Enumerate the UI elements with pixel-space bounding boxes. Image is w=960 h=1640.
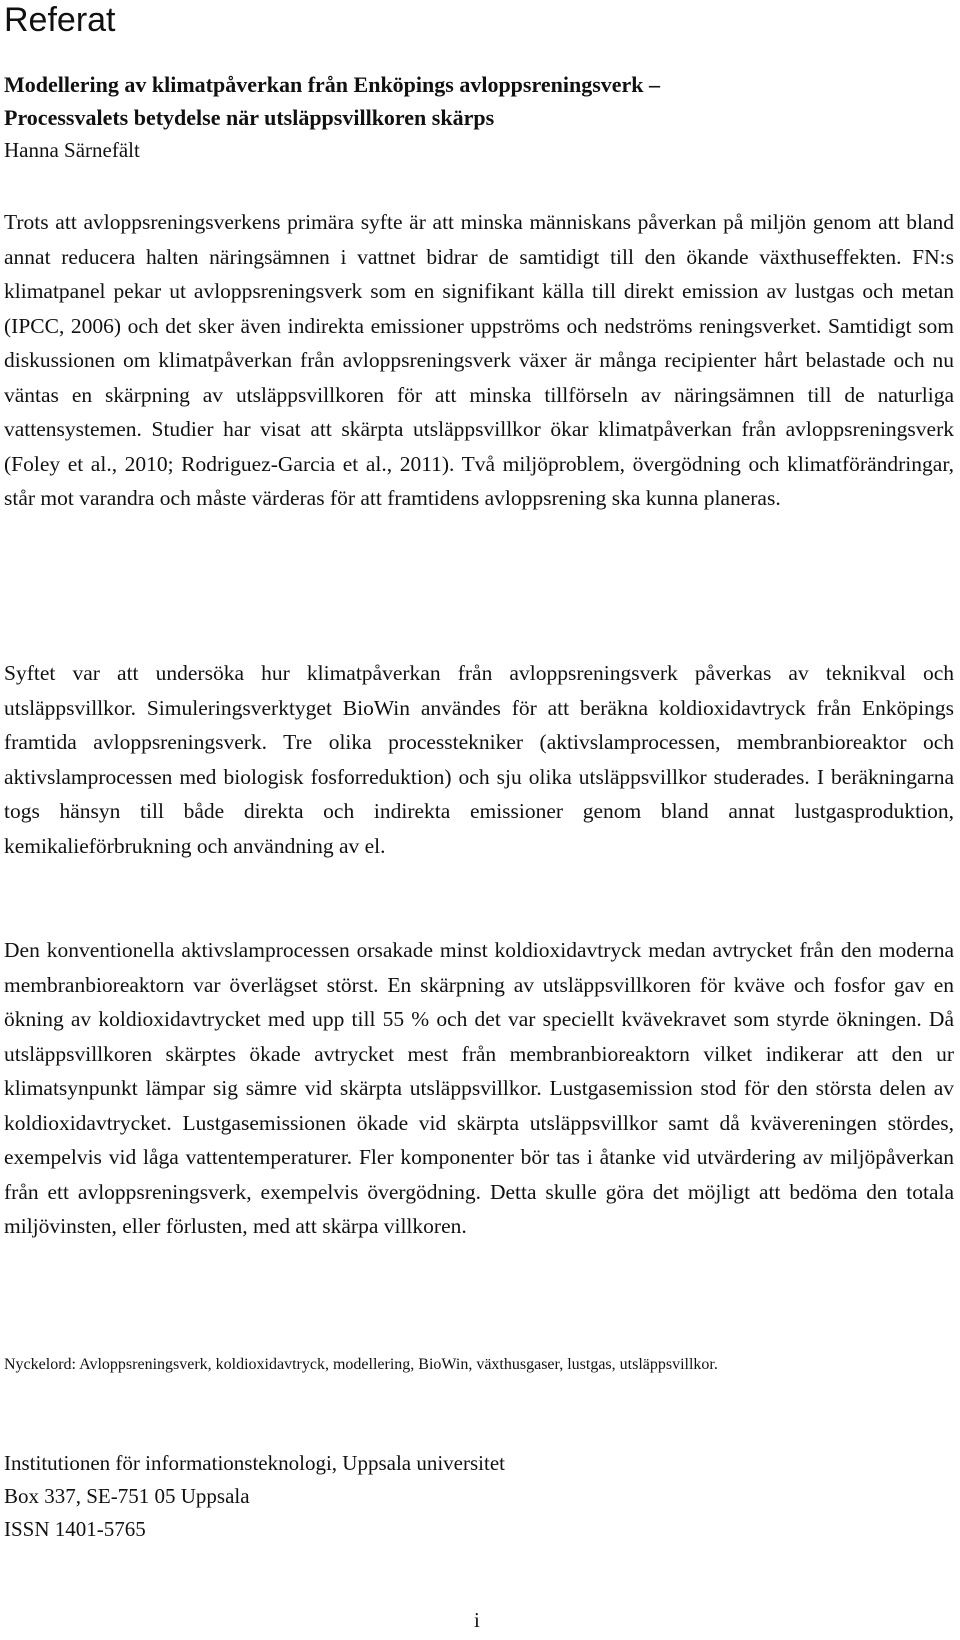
paragraph-results: Den konventionella aktivslamprocessen orsakade minst koldioxidavtryck medan avtrycket från den moderna membranbioreaktorn var överlägset störst. En skärpning av utsläppsvillkoren för kväve och fosfor gav en ökning av koldioxidavtrycket med upp till 55 % och det var speciellt kvävekravet som styrde ökningen. Då utsläppsvillkoren skärptes ökade avtrycket mest från membranbioreaktorn vilket indikerar att den ur klimatsynpunkt lämpar sig sämre vid skärpta utsläppsvillkor. Lustgasemission stod för den största delen av koldioxidavtrycket. Lustgasemissionen ökade vid skärpta utsläppsvillkor samt då kvävereningen stördes, exempelvis vid låga vattentemperaturer. Fler komponenter bör tas i åtanke vid utvärdering av miljöpåverkan från ett avloppsreningsverk, exempelvis övergödning. Detta skulle göra det möjligt att bedöma den totala miljövinsten, eller förlusten, med att skärpa villkoren. [4, 938, 954, 1238]
author-name: Hanna Särnefält [4, 138, 140, 162]
institution-block [4, 1447, 954, 1546]
title-line-2: Processvalets betydelse när utsläppsvillkoren skärps [4, 105, 495, 130]
institution-address: Box 337, SE-751 05 Uppsala [4, 1484, 250, 1508]
page-number: i [474, 1608, 480, 1632]
paragraph-aim: Syftet var att undersöka hur klimatpåverkan från avloppsreningsverk påverkas av teknikval och utsläppsvillkor. Simuleringsverktyget BioWin användes för att beräkna koldioxidavtryck från Enköpings framtida avloppsreningsverk. Tre olika processtekniker (aktivslamprocessen, membranbioreaktor och aktivslamprocessen med biologisk fosforreduktion) och sju olika utsläppsvillkor studerades. I beräkningarna togs hänsyn till både direkta och indirekta emissioner genom bland annat lustgasproduktion, kemikalieförbrukning och användning av el. [4, 661, 954, 858]
title-line-1: Modellering av klimatpåverkan från Enköpings avloppsreningsverk – [4, 72, 661, 97]
institution-name: Institutionen för informationsteknologi, Uppsala universitet [4, 1451, 505, 1475]
section-heading: Referat [4, 1, 116, 39]
issn: ISSN 1401-5765 [4, 1517, 146, 1541]
title-block [4, 68, 954, 167]
keywords: Nyckelord: Avloppsreningsverk, koldioxidavtryck, modellering, BioWin, växthusgaser, lustgas, utsläppsvillkor. [4, 1356, 718, 1373]
paragraph-background: Trots att avloppsreningsverkens primära syfte är att minska människans påverkan på miljön genom att bland annat reducera halten näringsämnen i vattnet bidrar de samtidigt till den ökande växthuseffekten. FN:s klimatpanel pekar ut avloppsreningsverk som en signifikant källa till direkt emission av lustgas och metan (IPCC, 2006) och det sker även indirekta emissioner uppströms och nedströms reningsverket. Samtidigt som diskussionen om klimatpåverkan från avloppsreningsverk växer är många recipienter hårt belastade och nu väntas en skärpning av utsläppsvillkoren för att minska tillförseln av näringsämnen till de naturliga vattensystemen. Studier har visat att skärpta utsläppsvillkor ökar klimatpåverkan från avloppsreningsverk (Foley et al., 2010; Rodriguez-Garcia et al., 2011). Två miljöproblem, övergödning och klimatförändringar, står mot varandra och måste värderas för att framtidens avloppsrening ska kunna planeras. [4, 210, 954, 510]
